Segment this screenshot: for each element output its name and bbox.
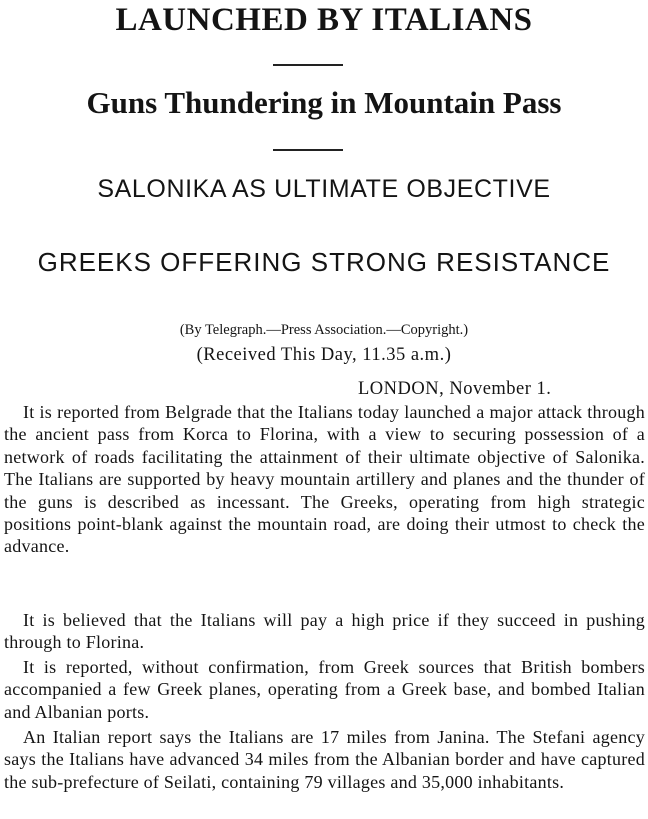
dateline: LONDON, November 1.	[358, 379, 552, 399]
article-paragraph: It is reported from Belgrade that the Italians today launched a major attack through the ancient pass from Korca to Florina, with a view to securing possession of a network of roads facilitating the attainment of their ultimate objective of Salonika. The Italians are supported by heavy mountain artillery and planes and the thunder of the guns is described as incessant. The Greeks, operating from high strategic positions point-blank against the mountain road, are doing their utmost to check the advance.	[4, 402, 645, 557]
article-paragraph: An Italian report says the Italians are 17 miles from Janina. The Stefani agency says the Italians have advanced 34 miles from the Albanian border and have captured the sub-prefecture of Seilati, containing 79 villages and 35,000 inhabitants.	[4, 727, 645, 792]
received-time: (Received This Day, 11.35 a.m.)	[196, 345, 452, 365]
deck-heading-1: SALONIKA AS ULTIMATE OBJECTIVE	[97, 175, 551, 203]
deck-heading-2: GREEKS OFFERING STRONG RESISTANCE	[37, 247, 611, 277]
article-paragraph: It is believed that the Italians will pay a high price if they succeed in pushing through to Florina.	[4, 610, 645, 653]
subheadline: Guns Thundering in Mountain Pass	[86, 85, 562, 120]
wire-credit: (By Telegraph.—Press Association.—Copyright.)	[179, 322, 469, 338]
divider-rule	[273, 149, 343, 151]
headline: LAUNCHED BY ITALIANS	[115, 2, 533, 38]
article-paragraph: It is reported, without confirmation, from Greek sources that British bombers accompanied a few Greek planes, operating from a Greek base, and bombed Italian and Albanian ports.	[4, 657, 645, 722]
divider-rule	[273, 64, 343, 66]
